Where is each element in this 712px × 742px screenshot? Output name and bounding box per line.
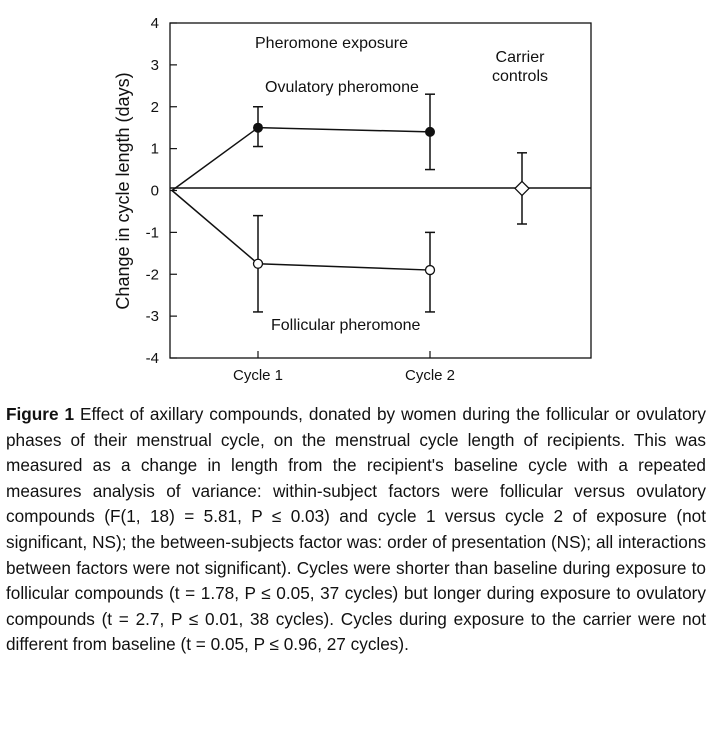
caption-text: Effect of axillary compounds, donated by women during the follicular or ovulatory phases of their menstrual cycle, on the menstrual cycle length of recipients. This was measured as a change in length from the recipient's baseline cycle with a repeated measures analysis of variance: within-subject factors were follicular versus ovulatory compounds (F(1, 18) = 5.81, P ≤ 0.03) and cycle 1 versus cycle 2 of exposure (not significant, NS); the between-subjects factor was: order of presentation (NS); all interactions between factors were not significant). Cycles were shorter than baseline during exposure to follicular compounds (t = 1.78, P ≤ 0.05, 37 cycles) but longer during exposure to ovulatory compounds (t = 2.7, P ≤ 0.01, 38 cycles). Cycles during exposure to the carrier were not different from baseline (t = 0.05, P ≤ 0.96, 27 cycles). bbox=[6, 404, 706, 655]
caption-label: Figure 1 bbox=[6, 404, 75, 424]
x-tick-label: Cycle 1 bbox=[232, 367, 284, 384]
series-line-follicular-pheromone bbox=[172, 191, 430, 271]
data-point bbox=[515, 181, 529, 195]
annotation-pheromone-exposure: Pheromone exposure bbox=[255, 35, 408, 52]
y-tick-label: -3 bbox=[145, 308, 159, 326]
y-tick-label: 4 bbox=[150, 15, 159, 32]
data-point bbox=[254, 259, 263, 268]
data-point bbox=[426, 266, 435, 275]
annotation-ovulatory-pheromone: Ovulatory pheromone bbox=[265, 79, 419, 96]
y-tick-label: -1 bbox=[145, 224, 159, 242]
y-tick-label: 1 bbox=[150, 140, 159, 158]
y-tick-label: -2 bbox=[145, 266, 159, 284]
data-point bbox=[426, 127, 435, 136]
x-tick-label: Cycle 2 bbox=[404, 367, 456, 384]
y-tick-label: -4 bbox=[145, 350, 159, 367]
y-tick-label: 2 bbox=[150, 98, 159, 116]
y-tick-label: 0 bbox=[150, 182, 159, 200]
series-layer bbox=[172, 94, 529, 312]
y-axis-label: Change in cycle length (days) bbox=[113, 72, 133, 310]
data-point bbox=[254, 123, 263, 132]
series-line-ovulatory-pheromone bbox=[172, 128, 430, 191]
x-axis-ticks bbox=[233, 351, 455, 384]
annotation-follicular-pheromone: Follicular pheromone bbox=[271, 317, 421, 334]
annotation-carrier-line1: Carrier bbox=[495, 49, 545, 66]
annotation-carrier-line2: controls bbox=[491, 68, 549, 85]
y-tick-label: 3 bbox=[150, 56, 159, 74]
figure-caption bbox=[6, 402, 706, 658]
